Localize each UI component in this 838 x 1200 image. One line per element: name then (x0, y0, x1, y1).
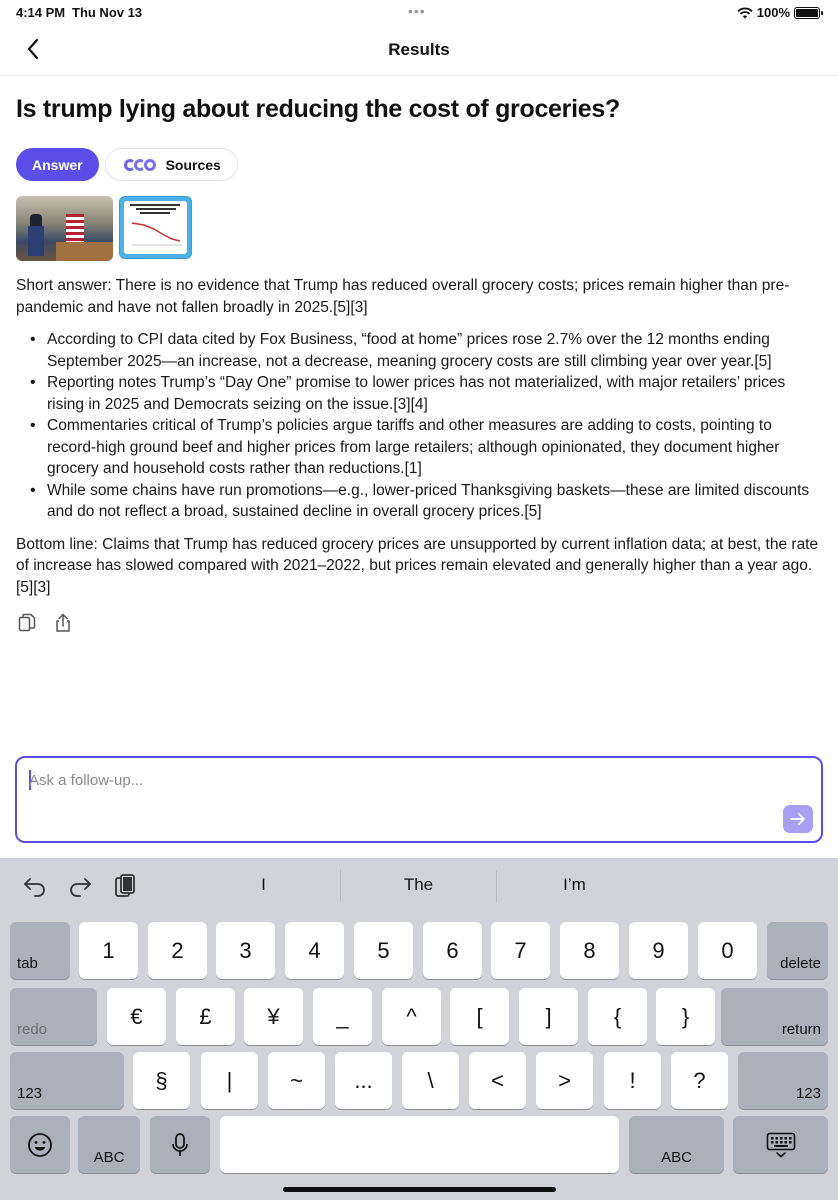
status-time: 4:14 PM (16, 5, 66, 20)
bottom-line: Bottom line: Claims that Trump has reduced grocery prices are unsupported by current inflation data; at best, the rate of increase has slowed compared with 2021–2022, but prices remain elevated and generally higher than a year ago.[5][3] (16, 535, 819, 596)
status-date: Thu Nov 13 (72, 5, 143, 20)
microphone-icon (171, 1132, 189, 1158)
tab-sources-label: Sources (165, 156, 221, 173)
key-0[interactable]: 0 (698, 922, 757, 979)
key-left-bracket[interactable]: [ (450, 988, 509, 1045)
key-ellipsis[interactable]: ... (335, 1052, 392, 1109)
numbers-key-right[interactable]: 123 (738, 1052, 828, 1109)
share-icon (54, 613, 72, 633)
followup-input[interactable] (29, 768, 769, 792)
key-question[interactable]: ? (671, 1052, 728, 1109)
key-4[interactable]: 4 (285, 922, 344, 979)
suggestion-2[interactable]: The (403, 875, 434, 894)
key-backslash[interactable]: \ (402, 1052, 459, 1109)
status-right (737, 5, 820, 20)
redo-key[interactable]: redo (10, 988, 97, 1045)
list-item: • Commentaries critical of Trump’s policies argue tariffs and other measures are adding to costs, pointing to record-high ground beef and higher prices from large retailers; although opinionated, they document higher grocery and household costs rather than reductions.[1] (47, 415, 824, 480)
key-yen[interactable]: ¥ (244, 988, 303, 1045)
thumbnail-photo[interactable] (16, 196, 113, 261)
thumbnail-chart[interactable] (119, 196, 192, 259)
source-favicon-icon (142, 157, 158, 173)
tab-key[interactable]: tab (10, 922, 70, 979)
key-euro[interactable]: € (107, 988, 166, 1045)
undo-button[interactable] (21, 872, 49, 900)
status-bar (0, 0, 838, 26)
key-tilde[interactable]: ~ (268, 1052, 325, 1109)
followup-box (15, 756, 823, 843)
share-button[interactable] (52, 612, 74, 634)
delete-key[interactable]: delete (767, 922, 828, 979)
key-2[interactable]: 2 (148, 922, 207, 979)
paste-button[interactable] (111, 872, 139, 900)
key-7[interactable]: 7 (491, 922, 550, 979)
wifi-icon (737, 7, 753, 19)
key-greater-than[interactable]: > (536, 1052, 593, 1109)
key-right-bracket[interactable]: ] (519, 988, 578, 1045)
copy-icon (18, 613, 36, 633)
tab-answer[interactable]: Answer (16, 148, 99, 181)
home-indicator[interactable] (283, 1187, 556, 1192)
key-5[interactable]: 5 (354, 922, 413, 979)
emoji-key[interactable] (10, 1116, 70, 1173)
key-pound[interactable]: £ (176, 988, 235, 1045)
arrow-right-icon (790, 812, 806, 826)
onscreen-keyboard (0, 858, 838, 1200)
dismiss-keyboard-key[interactable] (733, 1116, 828, 1173)
key-less-than[interactable]: < (469, 1052, 526, 1109)
media-thumbnails (16, 196, 192, 261)
list-item: • Reporting notes Trump’s “Day One” promise to lower prices has not materialized, with major retailers’ prices rising in 2025 and Democrats seizing on the issue.[3][4] (47, 372, 824, 415)
space-key[interactable] (220, 1116, 619, 1173)
key-exclamation[interactable]: ! (604, 1052, 661, 1109)
key-underscore[interactable]: _ (313, 988, 372, 1045)
undo-icon (23, 875, 47, 897)
emoji-icon (27, 1132, 53, 1158)
battery-percent: 100% (756, 5, 790, 20)
short-answer: Short answer: There is no evidence that Trump has reduced overall grocery costs; prices remain higher than pre-pandemic and have not fallen broadly in 2025.[5][3] (16, 277, 790, 316)
key-3[interactable]: 3 (216, 922, 275, 979)
return-key[interactable]: return (721, 988, 828, 1045)
page-title: Results (388, 40, 450, 59)
copy-button[interactable] (16, 612, 38, 634)
tab-sources[interactable] (105, 148, 238, 181)
key-8[interactable]: 8 (560, 922, 619, 979)
redo-toolbar-button[interactable] (66, 872, 94, 900)
key-6[interactable]: 6 (423, 922, 482, 979)
dictation-key[interactable] (150, 1116, 210, 1173)
result-tabs (16, 148, 238, 181)
key-1[interactable]: 1 (79, 922, 138, 979)
key-right-brace[interactable]: } (656, 988, 715, 1045)
multitasking-dots-icon[interactable]: ••• (408, 3, 426, 19)
key-pipe[interactable]: | (201, 1052, 258, 1109)
send-button[interactable] (783, 805, 813, 833)
numbers-key-left[interactable]: 123 (10, 1052, 124, 1109)
list-item: • While some chains have run promotions—e.g., lower-priced Thanksgiving baskets—these are limited discounts and do not reflect a broad, sustained decline in overall grocery prices.[5] (47, 480, 824, 523)
abc-key-right[interactable]: ABC (629, 1116, 724, 1173)
answer-bullets (16, 329, 824, 523)
answer-actions (16, 612, 74, 634)
key-9[interactable]: 9 (629, 922, 688, 979)
nav-bar (0, 26, 838, 76)
list-item: • According to CPI data cited by Fox Business, “food at home” prices rose 2.7% over the 12 months ending September 2025—an increase, not a decrease, meaning grocery costs are still climbing year over year.[5] (47, 329, 824, 372)
redo-icon (68, 875, 92, 897)
answer-body (16, 275, 824, 609)
paste-icon (113, 873, 137, 899)
key-section[interactable]: § (133, 1052, 190, 1109)
keyboard-toolbar (0, 858, 838, 914)
keyboard-hide-icon (766, 1132, 796, 1158)
question-heading: Is trump lying about reducing the cost of groceries? (16, 95, 620, 123)
sources-favicons (122, 157, 158, 173)
battery-icon (794, 7, 820, 19)
key-left-brace[interactable]: { (588, 988, 647, 1045)
abc-key-left[interactable]: ABC (78, 1116, 140, 1173)
key-caret[interactable]: ^ (382, 988, 441, 1045)
suggestion-1[interactable]: I (261, 875, 266, 894)
suggestion-3[interactable]: I’m (563, 875, 586, 894)
